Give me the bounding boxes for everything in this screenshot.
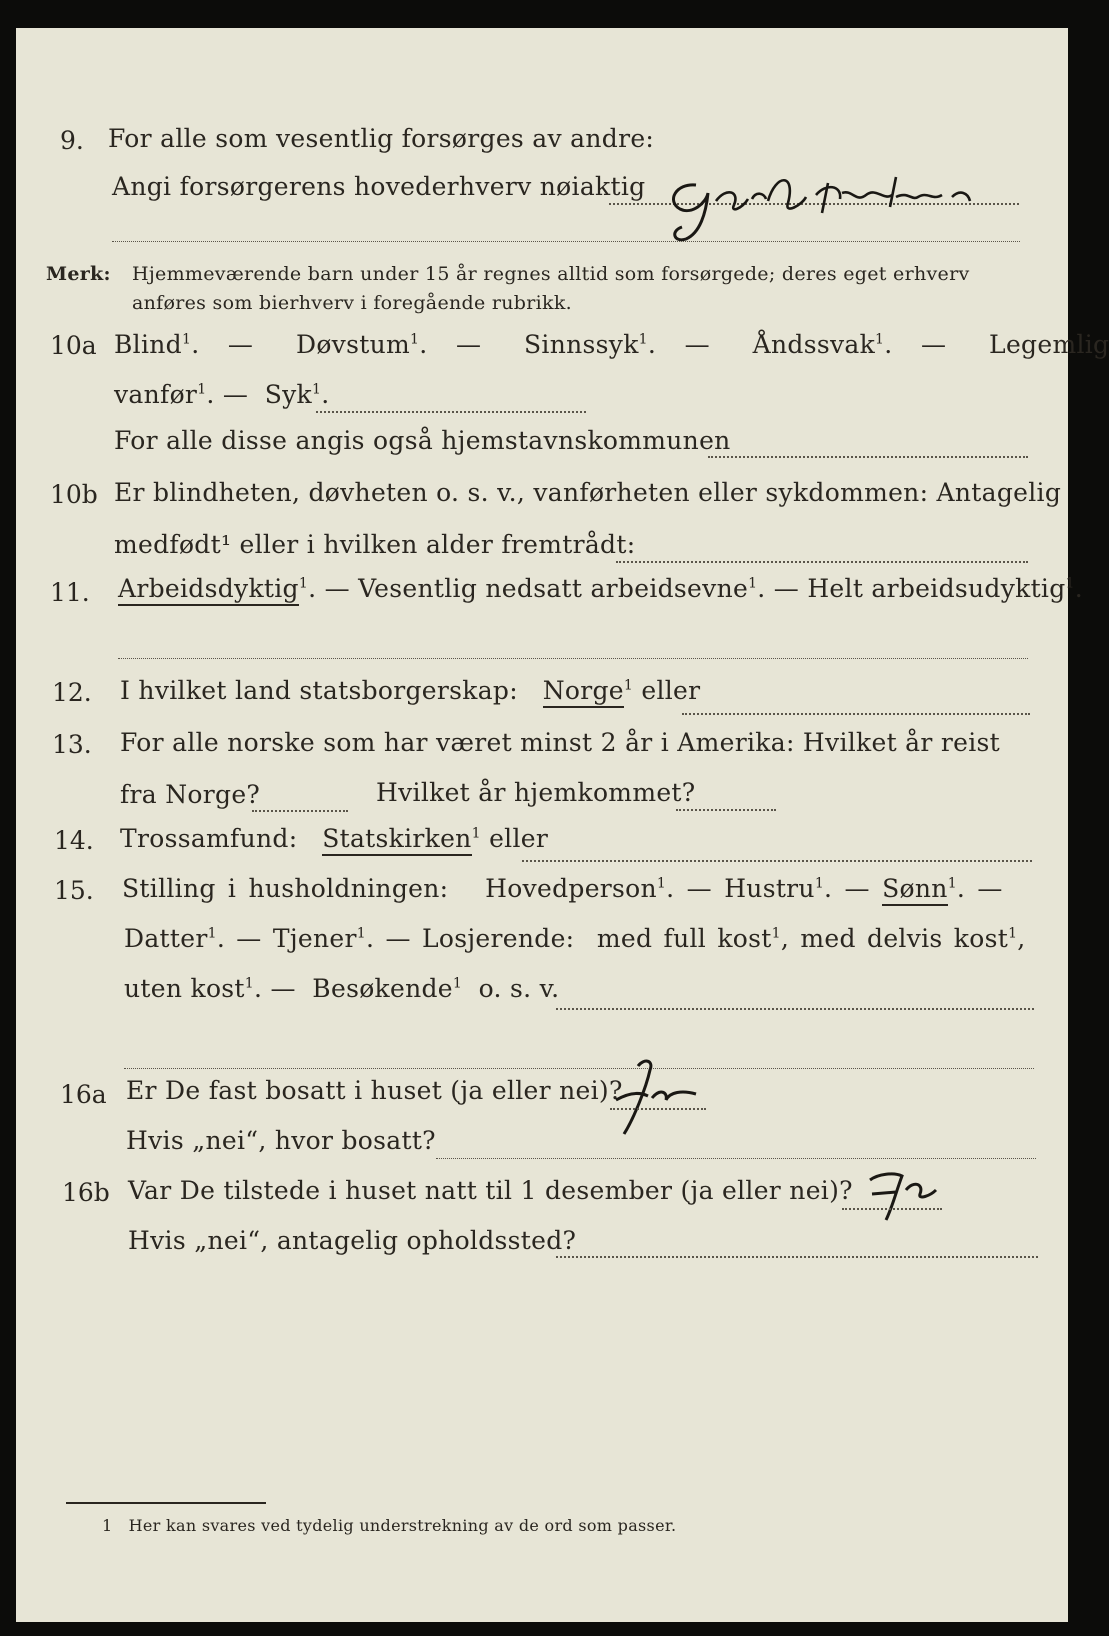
q11-arbeidsdyktig: Arbeidsdyktig	[118, 574, 299, 606]
q15-separator	[124, 1068, 1034, 1069]
q16a-line2: Hvis „nei“, hvor bosatt?	[126, 1126, 436, 1155]
q16a-line1: Er De fast bosatt i huset (ja eller nei)?	[126, 1076, 623, 1105]
q16b-number: 16b	[62, 1178, 110, 1207]
q10a-line3: For alle disse angis også hjemstavnskommunen	[114, 426, 731, 455]
q15-utenkost: uten kost	[124, 974, 245, 1003]
q14-answer-line	[522, 860, 1032, 862]
q10a-number: 10a	[50, 331, 97, 360]
q10a-dovstum: Døvstum	[295, 330, 410, 359]
q16a-handwritten-answer	[610, 1048, 730, 1152]
q16a-number: 16a	[60, 1080, 107, 1109]
q10b-number: 10b	[50, 480, 98, 509]
footnote-rule	[66, 1502, 266, 1504]
q14-line: Trossamfund: Statskirken$^1$ eller	[120, 824, 548, 853]
q13-number: 13.	[52, 730, 92, 759]
q11-answer-line	[118, 658, 1028, 659]
q10a-blind: Blind	[114, 330, 182, 359]
q14-text: Trossamfund:	[120, 824, 298, 853]
q13-hjemkommet-line	[676, 809, 776, 811]
q15-losjerende: Losjerende:	[422, 924, 575, 953]
footnote-mark: 1	[102, 1516, 113, 1535]
q12-text: I hvilket land statsborgerskap:	[120, 676, 518, 705]
q12-norge: Norge	[543, 676, 624, 708]
q12-answer-line	[682, 713, 1030, 715]
q9-line2: Angi forsørgerens hovederhverv nøiaktig	[112, 172, 646, 201]
q12-number: 12.	[52, 678, 92, 707]
q10a-syk: Syk	[264, 380, 313, 409]
q10a-sinnssyk: Sinnssyk	[523, 330, 639, 359]
q15-delviskost: med delvis kost	[800, 924, 1009, 953]
q15-tjener: Tjener	[272, 924, 357, 953]
q10a-line2: vanfør$^1$. — Syk$^1$.	[114, 380, 330, 409]
q9-separator	[112, 241, 1020, 242]
census-form-page	[16, 28, 1109, 1622]
q16a-answer-line	[610, 1108, 706, 1110]
q15-answer-line	[556, 1008, 1034, 1010]
q11-line: Arbeidsdyktig$^1$. — Vesentlig nedsatt arbeidsevne$^1$. — Helt arbeidsudyktig$^1$.	[118, 574, 1083, 603]
footnote	[102, 1516, 676, 1535]
q10a-legemlig: Legemlig	[989, 330, 1109, 359]
q10b-line1: Er blindheten, døvheten o. s. v., vanførheten eller sykdommen: Antagelig	[114, 478, 1062, 507]
q10a-line1: Blind$^1$. — Døvstum$^1$. — Sinnssyk$^1$. — Åndssvak$^1$. — Legemlig	[114, 330, 1109, 359]
q13-reist-line	[252, 810, 348, 812]
merk-line2: anføres som bierhverv i foregående rubrikk.	[132, 292, 572, 314]
q10a-andssvak: Åndssvak	[752, 330, 876, 359]
q13-reist: fra Norge?	[120, 780, 261, 809]
q12-eller: eller	[641, 676, 701, 705]
q16b-answer-line	[842, 1208, 942, 1210]
q15-line3: uten kost$^1$. — Besøkende$^1$ o. s. v.	[124, 974, 560, 1003]
footnote-text: Her kan svares ved tydelig understrekning av de ord som passer.	[128, 1516, 677, 1535]
q15-hovedperson: Hovedperson	[485, 874, 657, 903]
q15-fullkost: med full kost	[596, 924, 772, 953]
q14-eller: eller	[489, 824, 549, 853]
q15-sonn: Sønn	[882, 874, 948, 906]
q9-number: 9.	[60, 126, 84, 155]
q15-besokende: Besøkende	[312, 974, 453, 1003]
q15-line1: Stilling i husholdningen: Hovedperson$^1$. — Hustru$^1$. — Sønn$^1$. —	[122, 874, 1003, 903]
q9-handwritten-answer	[656, 143, 1036, 257]
q15-osv: o. s. v.	[478, 974, 560, 1003]
q9-line1: For alle som vesentlig forsørges av andre:	[108, 124, 655, 153]
q14-statskirken: Statskirken	[322, 824, 471, 856]
q16b-handwritten-answer	[856, 1150, 956, 1234]
q16b-opholdssted-line	[556, 1256, 1038, 1258]
q10b-answer-line	[616, 561, 1028, 563]
q10a-syk-line	[316, 411, 586, 413]
q16b-line2: Hvis „nei“, antagelig opholdssted?	[128, 1226, 577, 1255]
q16b-line1: Var De tilstede i huset natt til 1 desember (ja eller nei)?	[128, 1176, 853, 1205]
q12-line: I hvilket land statsborgerskap: Norge$^1$ eller	[120, 676, 700, 705]
merk-line1: Hjemmeværende barn under 15 år regnes alltid som forsørgede; deres eget erhverv	[132, 263, 970, 285]
q15-number: 15.	[54, 876, 94, 905]
q11-number: 11.	[50, 578, 90, 607]
q11-helt: Helt arbeidsudyktig	[807, 574, 1066, 603]
q15-datter: Datter	[124, 924, 208, 953]
q10a-vanfor: vanfør	[114, 380, 198, 409]
q10b-line2: medfødt¹ eller i hvilken alder fremtrådt:	[114, 530, 636, 559]
q10a-hjemstavn-line	[708, 456, 1028, 458]
q15-hustru: Hustru	[724, 874, 815, 903]
q13-line1: For alle norske som har været minst 2 år i Amerika: Hvilket år reist	[120, 728, 1001, 757]
q15-stilling: Stilling i husholdningen:	[122, 874, 449, 903]
q11-vesentlig: Vesentlig nedsatt arbeidsevne	[358, 574, 749, 603]
merk-label: Merk:	[46, 263, 111, 285]
q13-hjemkommet: Hvilket år hjemkommet?	[376, 778, 696, 807]
q15-line2: Datter$^1$. — Tjener$^1$. — Losjerende: med full kost$^1$, med delvis kost$^1$,	[124, 924, 1026, 953]
q14-number: 14.	[54, 826, 94, 855]
